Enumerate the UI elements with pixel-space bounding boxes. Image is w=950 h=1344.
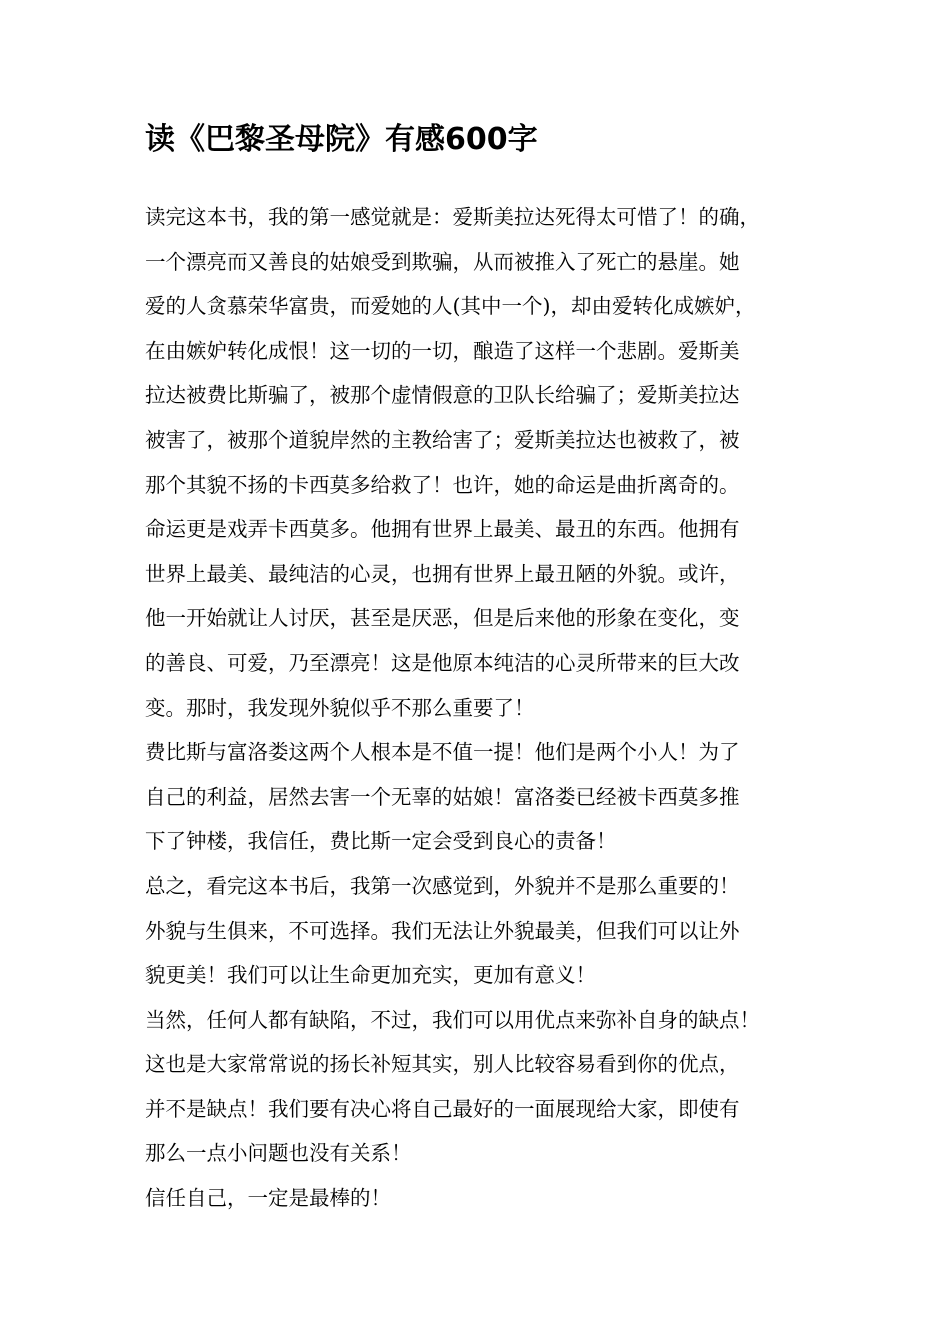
text-line: 在由嫉妒转化成恨！这一切的一切，酿造了这样一个悲剧。爱斯美: [145, 338, 740, 363]
text-line: 自己的利益，居然去害一个无辜的姑娘！富洛娄已经被卡西莫多推: [145, 784, 740, 809]
text-line: 一个漂亮而又善良的姑娘受到欺骗，从而被推入了死亡的悬崖。她: [145, 249, 740, 274]
page-title: 读《巴黎圣母院》有感600字: [145, 122, 538, 157]
text-line: 的善良、可爱，乃至漂亮！这是他原本纯洁的心灵所带来的巨大改: [145, 650, 740, 675]
text-line: 那么一点小问题也没有关系！: [145, 1141, 412, 1166]
text-line: 并不是缺点！我们要有决心将自己最好的一面展现给大家，即使有: [145, 1096, 740, 1121]
text-line: 被害了，被那个道貌岸然的主教给害了；爱斯美拉达也被救了，被: [145, 427, 740, 452]
text-line: 变。那时，我发现外貌似乎不那么重要了！: [145, 695, 535, 720]
text-line: 这也是大家常常说的扬长补短其实，别人比较容易看到你的优点，: [145, 1052, 740, 1077]
text-line: 费比斯与富洛娄这两个人根本是不值一提！他们是两个小人！为了: [145, 740, 740, 765]
text-line: 命运更是戏弄卡西莫多。他拥有世界上最美、最丑的东西。他拥有: [145, 517, 740, 542]
body-text: [145, 195, 835, 1221]
text-line: 总之，看完这本书后，我第一次感觉到，外貌并不是那么重要的！: [145, 873, 740, 898]
text-line: 读完这本书，我的第一感觉就是：爱斯美拉达死得太可惜了！的确，: [145, 205, 760, 229]
text-line: 当然，任何人都有缺陷，不过，我们可以用优点来弥补自身的缺点！: [145, 1007, 760, 1032]
text-line: 拉达被费比斯骗了，被那个虚情假意的卫队长给骗了；爱斯美拉达: [145, 383, 740, 408]
text-line: 下了钟楼，我信任，费比斯一定会受到良心的责备！: [145, 829, 617, 854]
text-line: 那个其貌不扬的卡西莫多给救了！也许，她的命运是曲折离奇的。: [145, 472, 740, 497]
text-line: 外貌与生俱来，不可选择。我们无法让外貌最美，但我们可以让外: [145, 918, 740, 943]
text-line: 世界上最美、最纯洁的心灵，也拥有世界上最丑陋的外貌。或许，: [145, 561, 740, 586]
text-line: 貌更美！我们可以让生命更加充实，更加有意义！: [145, 963, 596, 988]
text-line: 信任自己，一定是最棒的！: [145, 1186, 391, 1211]
text-line: 他一开始就让人讨厌，甚至是厌恶，但是后来他的形象在变化，变: [145, 606, 740, 631]
text-line: 爱的人贪慕荣华富贵，而爱她的人(其中一个)，却由爱转化成嫉妒，: [145, 294, 756, 319]
